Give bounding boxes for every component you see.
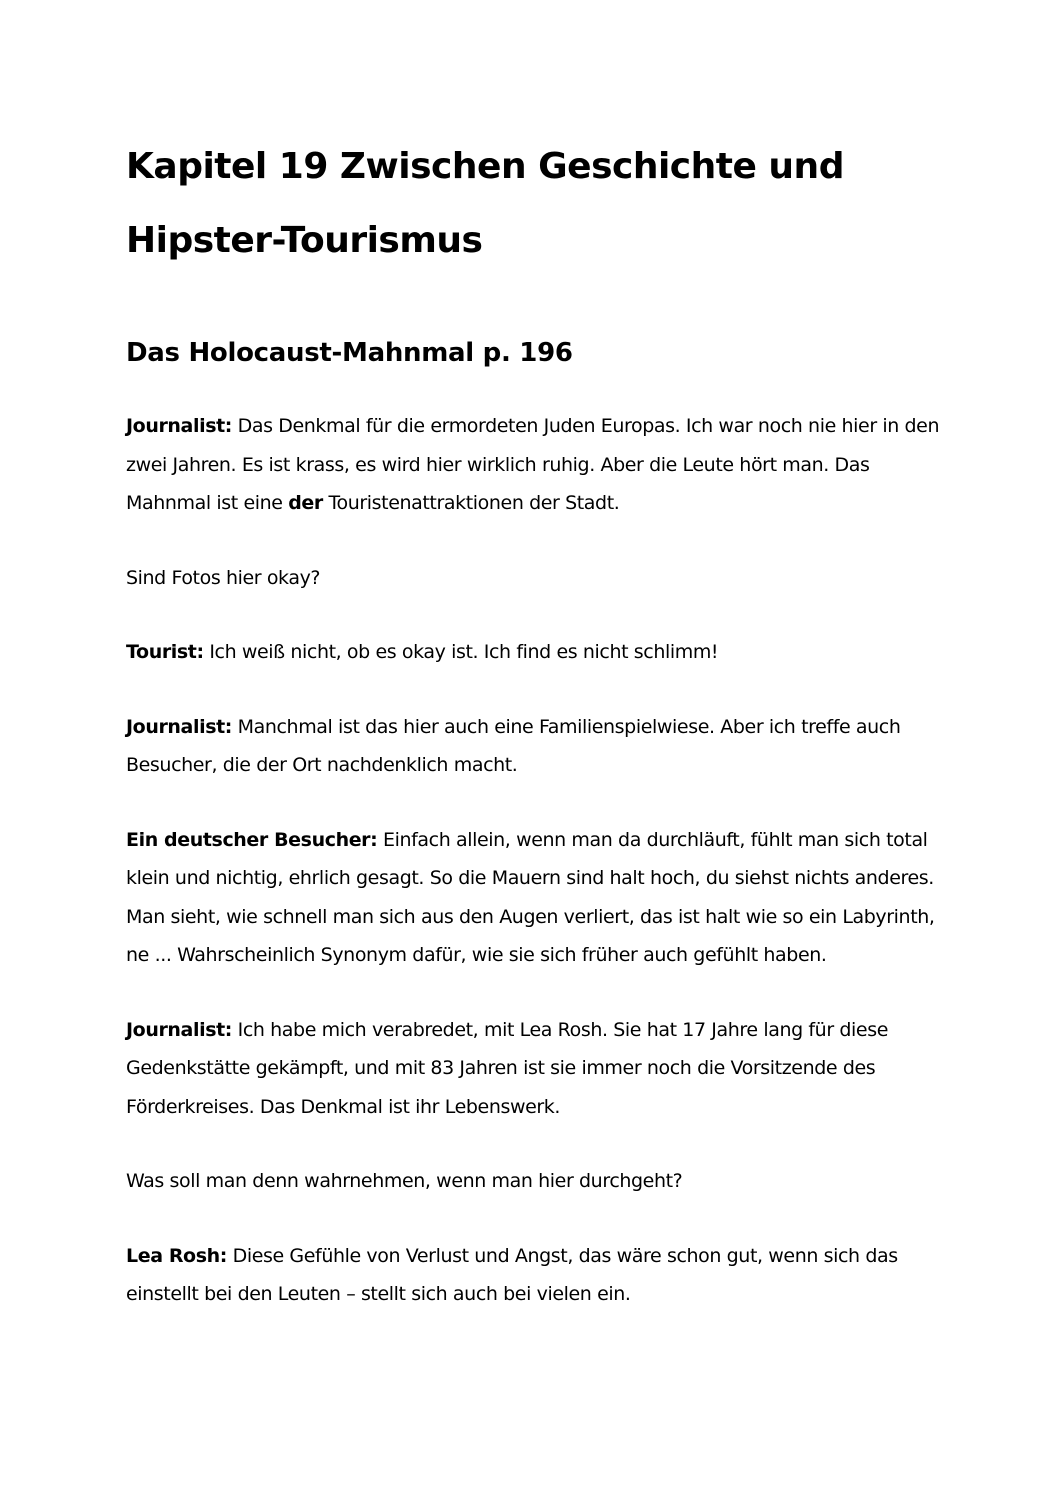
dialogue-paragraph <box>126 559 946 598</box>
dialogue-paragraph <box>126 633 946 672</box>
speaker-label: Ein deutscher Besucher: <box>126 828 378 851</box>
dialogue-text: Manchmal ist das hier auch eine Familienspielwiese. Aber ich treffe auch Besucher, die der Ort nachdenklich macht. <box>126 715 901 776</box>
dialogue-text: Diese Gefühle von Verlust und Angst, das wäre schon gut, wenn sich das einstellt bei den Leuten – stellt sich auch bei vielen ein. <box>126 1244 898 1305</box>
dialogue-text: Einfach allein, wenn man da durchläuft, fühlt man sich total klein und nichtig, ehrlich gesagt. So die Mauern sind halt hoch, du siehst nichts anderes. Man sieht, wie schnell man sich aus den Augen verliert, das ist halt wie so ein Labyrinth, ne ... Wahrscheinlich Synonym dafür, wie sie sich früher auch gefühlt haben. <box>126 828 935 966</box>
dialogue-text: Ich weiß nicht, ob es okay ist. Ich find es nicht schlimm! <box>203 641 719 663</box>
speaker-label: Journalist: <box>126 715 232 738</box>
dialogue-text: Was soll man denn wahrnehmen, wenn man hier durchgeht? <box>126 1170 683 1192</box>
emphasis-text: der <box>288 492 323 514</box>
speaker-label: Journalist: <box>126 1018 232 1041</box>
speaker-label: Tourist: <box>126 641 204 663</box>
page-body <box>126 130 946 1350</box>
dialogue-paragraph <box>126 1162 946 1201</box>
dialogue-paragraph <box>126 821 946 975</box>
dialogue-text: Das Denkmal für die ermordeten Juden Europas. Ich war noch nie hier in den zwei Jahren. Es ist krass, es wird hier wirklich ruhig. Aber die Leute hört man. Das Mahnmal ist eine <box>126 415 940 514</box>
dialogue-text: Sind Fotos hier okay? <box>126 566 321 589</box>
speaker-label: Lea Rosh: <box>126 1244 227 1267</box>
chapter-title: Kapitel 19 Zwischen Geschichte und Hipster-Tourismus <box>126 146 844 261</box>
section-heading: Das Holocaust-Mahnmal p. 196 <box>126 338 573 368</box>
dialogue-paragraph <box>126 1237 946 1314</box>
dialogue-paragraph <box>126 708 946 785</box>
speaker-label: Journalist: <box>126 415 232 437</box>
dialogue-text: Touristenattraktionen der Stadt. <box>322 492 620 514</box>
dialogue-paragraph <box>126 407 946 523</box>
dialogue-paragraph <box>126 1011 946 1127</box>
dialogue-text: Ich habe mich verabredet, mit Lea Rosh. Sie hat 17 Jahre lang für diese Gedenkstätte gekämpft, und mit 83 Jahren ist sie immer noch die Vorsitzende des Förderkreises. Das Denkmal ist ihr Lebenswerk. <box>126 1018 888 1118</box>
dialogue-content <box>126 407 946 1314</box>
